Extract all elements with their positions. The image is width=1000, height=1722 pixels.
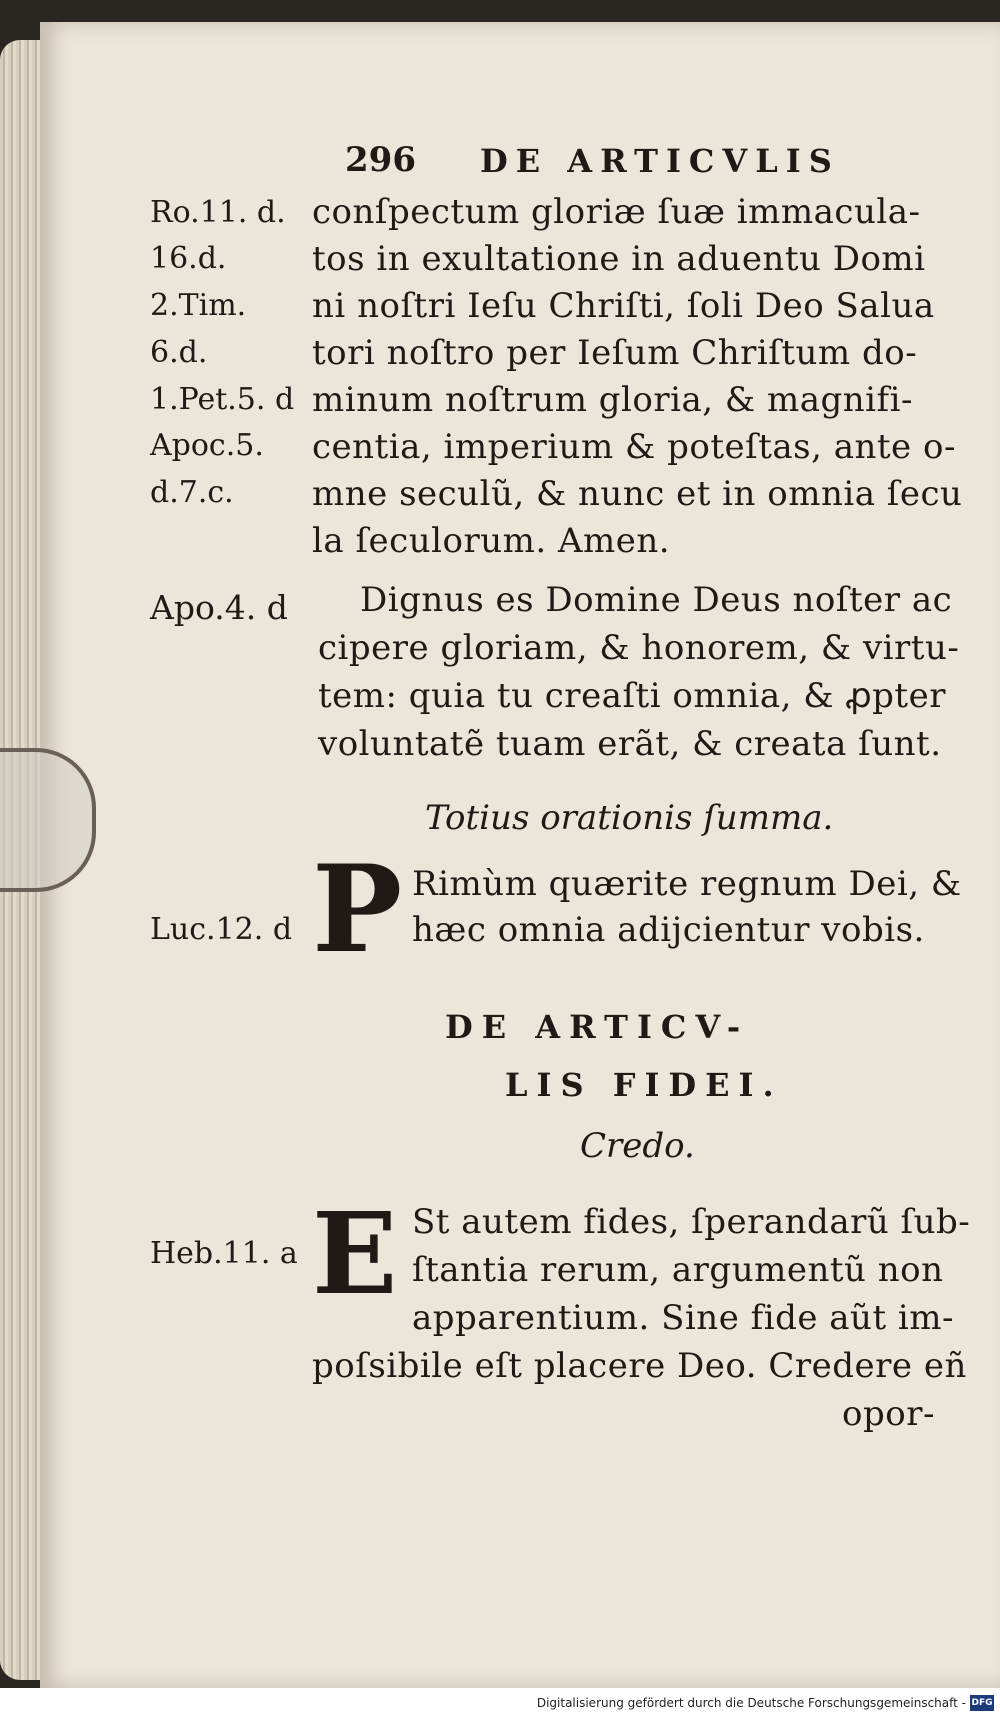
margin-note: Heb.11. a <box>150 1236 298 1271</box>
body-line: hæc omnia adijcientur vobis. <box>412 910 925 950</box>
margin-note: 2.Tim. <box>150 288 247 323</box>
body-line: conſpectum gloriæ ſuæ immacula- <box>312 192 921 232</box>
dfg-logo: DFG <box>970 1695 994 1711</box>
body-line: centia, imperium & poteſtas, ante o- <box>312 427 956 467</box>
body-line: minum noſtrum gloria, & magnifi- <box>312 380 913 420</box>
body-line: tori noſtro per Ieſum Chriſtum do- <box>312 333 918 373</box>
body-line: ni noſtri Ieſu Chriſti, ſoli Deo Salua <box>312 286 935 326</box>
margin-note: Luc.12. d <box>150 912 293 947</box>
catchword: opor- <box>842 1394 935 1434</box>
section-heading: Totius orationis ſumma. <box>425 798 834 838</box>
section-heading: LIS FIDEI. <box>505 1066 783 1104</box>
footer-bar <box>0 1688 1000 1722</box>
running-head: DE ARTICVLIS <box>480 142 840 180</box>
body-line: ſtantia rerum, argumentũ non <box>412 1250 944 1290</box>
body-line: St autem fides, ſperandarũ ſub- <box>412 1202 971 1242</box>
margin-note: Apo.4. d <box>150 588 288 627</box>
margin-note: Apoc.5. <box>150 428 264 463</box>
body-line: poſsibile eſt placere Deo. Credere eñ <box>312 1346 967 1386</box>
margin-note: 1.Pet.5. d <box>150 382 295 417</box>
body-line: cipere gloriam, & honorem, & virtu- <box>318 628 960 668</box>
funding-credit: Digitalisierung gefördert durch die Deutsche Forschungsgemeinschaft - <box>536 1696 966 1710</box>
body-line: Rimùm quærite regnum Dei, & <box>412 864 962 904</box>
body-line: la ſeculorum. Amen. <box>312 521 671 561</box>
margin-note: 6.d. <box>150 335 208 370</box>
margin-note: 16.d. <box>150 241 227 276</box>
body-line: tem: quia tu creaſti omnia, & ꝓpter <box>318 676 946 716</box>
body-line: apparentium. Sine fide aũt im- <box>412 1298 955 1338</box>
body-line: tos in exultatione in aduentu Domi <box>312 239 926 279</box>
margin-note: Ro.11. d. <box>150 195 286 230</box>
margin-note: d.7.c. <box>150 475 234 510</box>
drop-capital: E <box>312 1189 398 1320</box>
page-clip <box>0 748 96 892</box>
body-line: Dignus es Domine Deus noſter ac <box>360 580 953 620</box>
body-line: voluntatẽ tuam erãt, & creata ſunt. <box>318 724 942 764</box>
subheading: Credo. <box>580 1126 695 1166</box>
section-heading: DE ARTICV- <box>445 1008 750 1046</box>
body-line: mne seculũ, & nunc et in omnia ſecu <box>312 474 963 514</box>
drop-capital: P <box>312 839 403 980</box>
page-number: 296 <box>345 140 416 180</box>
